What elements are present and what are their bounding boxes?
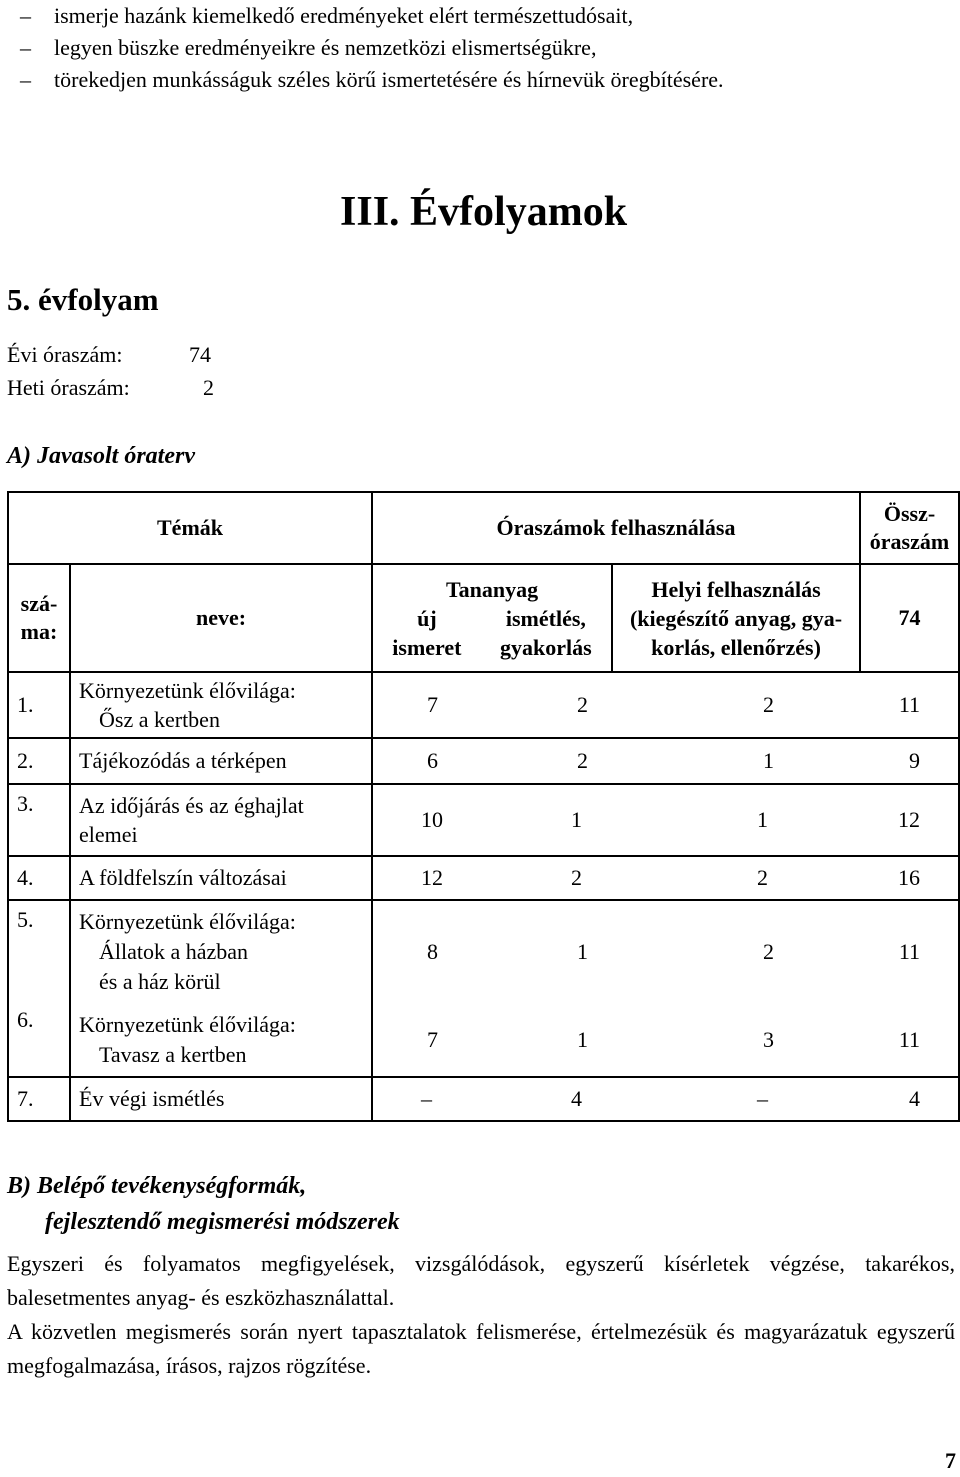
row-new: 7: [427, 1026, 438, 1052]
row-local: 2: [763, 692, 774, 717]
row-topic: A földfelszín változásai: [70, 856, 372, 900]
header-local-line: korlás, ellenőrzés): [651, 634, 821, 660]
subsection-a-title: A) Javasolt óraterv: [7, 443, 195, 469]
header-number-line: szá-: [20, 591, 58, 616]
section-title: III. Évfolyamok: [340, 189, 628, 235]
row-values-grid: [373, 1027, 958, 1053]
row-values: [372, 784, 959, 856]
intro-bullet-list: [0, 0, 950, 96]
header-total-line: Össz-: [883, 501, 936, 526]
header-number-line: ma:: [20, 619, 58, 644]
dash-marker: –: [20, 3, 31, 28]
table-row: [8, 672, 959, 738]
table-subheader-row: [8, 564, 959, 672]
row-total: 12: [898, 807, 921, 832]
row-new: –: [421, 1086, 432, 1111]
row-total: 16: [898, 865, 921, 890]
table-row: [8, 856, 959, 900]
row-values-grid: [373, 1086, 958, 1112]
header-review-line: gyakorlás: [500, 634, 592, 660]
row-review: 4: [571, 1086, 582, 1111]
bullet-item: [0, 32, 950, 64]
row-values: [372, 1003, 959, 1077]
row-topic: [70, 784, 372, 856]
row-local: 3: [763, 1026, 774, 1052]
subsection-b-line: B) Belépő tevékenységformák,: [7, 1173, 307, 1199]
row-topic-line: Környezetünk élővilága:: [79, 678, 296, 703]
yearly-hours-value: 74: [189, 342, 211, 367]
yearly-hours: [7, 340, 211, 370]
row-values: [372, 1077, 959, 1121]
row-topic-line: elemei: [79, 822, 138, 847]
row-topic-line: és a ház körül: [99, 969, 221, 994]
table-row: [8, 1077, 959, 1121]
row-total: 11: [898, 692, 921, 717]
header-local: [612, 564, 860, 672]
bullet-text: törekedjen munkásságuk széles körű ismertetésére és hírnevük öregbítésére.: [54, 67, 724, 92]
row-values-grid: [373, 692, 958, 718]
row-total: 11: [898, 939, 921, 964]
row-review: 1: [577, 1026, 588, 1052]
weekly-hours-value: 2: [203, 375, 214, 400]
row-review: 1: [571, 807, 582, 832]
row-local: 2: [763, 939, 774, 964]
row-topic: Tájékozódás a térképen: [70, 738, 372, 784]
row-review: 1: [577, 939, 588, 964]
row-number: 1.: [8, 672, 70, 738]
row-new: 10: [421, 807, 443, 832]
weekly-hours: [7, 373, 214, 403]
header-material-split: [373, 604, 611, 662]
row-values: [372, 856, 959, 900]
row-topic: [70, 900, 372, 1003]
header-topics: Témák: [8, 492, 372, 564]
row-topic-line: Tavasz a kertben: [99, 1041, 247, 1067]
row-values-grid: [373, 807, 958, 833]
header-material: [372, 564, 612, 672]
lesson-plan-table: [7, 491, 960, 1122]
row-values: [372, 738, 959, 784]
header-local-line: (kiegészítő anyag, gya-: [629, 605, 843, 631]
header-review: [500, 604, 592, 662]
row-new: 8: [427, 939, 438, 964]
row-values-grid: [373, 865, 958, 891]
row-topic-line: Ősz a kertben: [99, 707, 220, 732]
header-new: [392, 604, 461, 662]
row-topic-line: Környezetünk élővilága:: [79, 1011, 296, 1037]
row-topic-line: Környezetünk élővilága:: [79, 909, 296, 934]
row-new: 12: [421, 865, 443, 890]
subsection-b-title: [7, 1168, 400, 1240]
row-review: 2: [577, 748, 588, 773]
table-row: [8, 900, 959, 1003]
header-material-label: Tananyag: [445, 576, 539, 602]
row-total: 4: [909, 1086, 921, 1111]
table-row: [8, 1003, 959, 1077]
header-new-line: új: [417, 605, 437, 631]
header-new-line: ismeret: [392, 634, 462, 660]
row-number: 7.: [8, 1077, 70, 1121]
paragraph: Egyszeri és folyamatos megfigyelések, vizsgálódások, egyszerű kísérletek végzése, takarékos, balesetmentes anyag- és eszközhasználattal.: [7, 1251, 955, 1310]
row-local: –: [757, 1086, 768, 1111]
dash-marker: –: [20, 35, 31, 60]
table-row: [8, 784, 959, 856]
bullet-item: [0, 0, 950, 32]
row-topic-line: [79, 791, 371, 820]
row-new: 6: [427, 748, 438, 773]
header-total-value: 74: [860, 564, 959, 672]
bullet-item: [0, 64, 950, 96]
bullet-text: ismerje hazánk kiemelkedő eredményeket elért természettudósait,: [54, 3, 634, 28]
row-new: 7: [427, 692, 438, 717]
grade-title: 5. évfolyam: [7, 282, 159, 317]
row-topic-text: Az időjárás és az éghajlat: [79, 793, 304, 818]
row-total: 9: [909, 748, 921, 773]
header-number: [8, 564, 70, 672]
row-topic-line: Állatok a házban: [99, 939, 249, 964]
row-number: 6.: [8, 1003, 70, 1077]
header-name: neve:: [70, 564, 372, 672]
row-values-grid: [373, 748, 958, 774]
header-total-line: óraszám: [869, 529, 950, 554]
row-total: 11: [898, 1026, 921, 1052]
row-number: 4.: [8, 856, 70, 900]
row-number: 5.: [8, 900, 70, 1003]
yearly-hours-label: Évi óraszám:: [7, 342, 123, 367]
row-values: [372, 900, 959, 1003]
row-values: [372, 672, 959, 738]
row-topic: [70, 1003, 372, 1077]
row-local: 2: [757, 865, 768, 890]
table-row: [8, 738, 959, 784]
page-number: 7: [945, 1448, 956, 1473]
row-number: 3.: [8, 784, 70, 856]
header-local-line: Helyi felhasználás: [651, 576, 821, 602]
row-local: 1: [763, 748, 774, 773]
header-usage: Óraszámok felhasználása: [372, 492, 860, 564]
table-header-row: [8, 492, 959, 564]
row-values-grid: [373, 939, 958, 965]
row-local: 1: [757, 807, 768, 832]
header-review-line: ismétlés,: [505, 605, 586, 631]
bullet-text: legyen büszke eredményeikre és nemzetközi elismertségükre,: [54, 35, 597, 60]
row-topic: Év végi ismétlés: [70, 1077, 372, 1121]
row-number: 2.: [8, 738, 70, 784]
paragraph: A közvetlen megismerés során nyert tapasztalatok felismerése, értelmezésük és magyarázatuk egyszerű megfogalmazása, írásos, rajzos rögzítése.: [7, 1319, 955, 1378]
header-total: [860, 492, 959, 564]
dash-marker: –: [20, 67, 31, 92]
weekly-hours-label: Heti óraszám:: [7, 375, 130, 400]
row-review: 2: [577, 692, 588, 717]
subsection-b-line: fejlesztendő megismerési módszerek: [45, 1209, 400, 1235]
row-review: 2: [571, 865, 582, 890]
row-topic: [70, 672, 372, 738]
